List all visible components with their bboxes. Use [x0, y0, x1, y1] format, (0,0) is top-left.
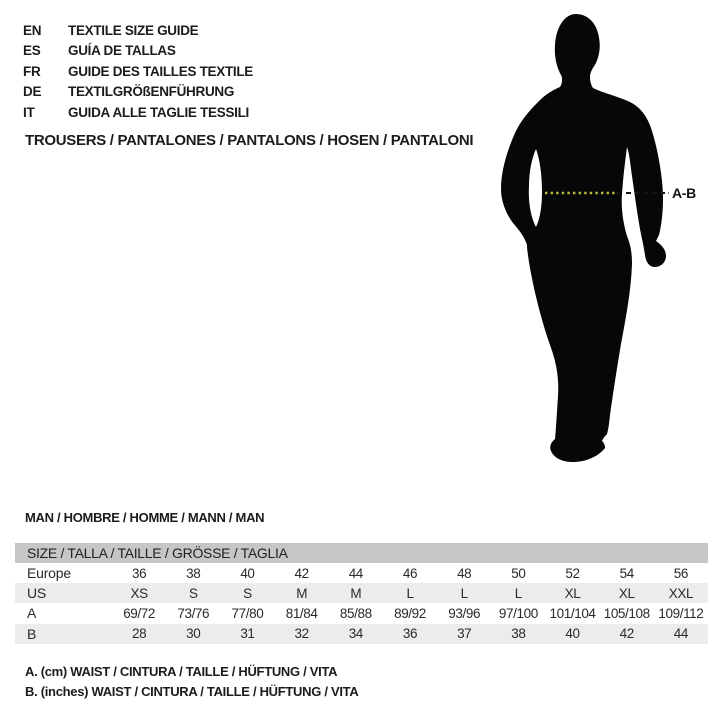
table-cell: 44: [673, 626, 689, 642]
table-cell: 89/92: [394, 605, 426, 621]
table-cell: 81/84: [285, 605, 318, 621]
table-cell: 85/88: [339, 605, 372, 621]
table-cell: 36: [402, 626, 418, 642]
table-cell: 44: [348, 565, 363, 581]
measure-label-ab: A-B: [672, 185, 696, 201]
table-cell: XL: [564, 585, 581, 601]
table-cell: M: [296, 585, 308, 601]
table-cell: 73/76: [177, 605, 210, 621]
table-cell: 42: [294, 565, 309, 581]
table-cell: 30: [186, 626, 201, 642]
table-cell: 38: [186, 565, 201, 581]
table-cell: 105/108: [603, 605, 650, 621]
table-cell: 56: [673, 565, 689, 581]
language-code: ES: [23, 43, 41, 59]
gender-section-label: MAN / HOMBRE / HOMME / MANN / MAN: [25, 510, 265, 525]
note-b-inches: B. (inches) WAIST / CINTURA / TAILLE / HÜFTUNG / VITA: [25, 683, 359, 699]
table-cell: L: [460, 585, 468, 601]
language-title: TEXTILGRÖßENFÜHRUNG: [68, 84, 235, 100]
table-cell: XXL: [668, 585, 694, 601]
table-cell: 36: [131, 565, 147, 581]
table-cell: 38: [511, 626, 526, 642]
language-row-en: [23, 20, 253, 41]
language-code: FR: [23, 63, 41, 79]
language-code: DE: [23, 84, 42, 100]
row-label: US: [27, 585, 47, 602]
man-silhouette: [501, 14, 666, 462]
language-code: EN: [23, 22, 42, 38]
table-cell: 40: [565, 626, 580, 642]
row-label: Europe: [27, 565, 71, 582]
language-title: TEXTILE SIZE GUIDE: [68, 22, 199, 38]
table-cell: M: [350, 585, 362, 601]
table-cell: 52: [565, 565, 580, 581]
table-cell: 54: [619, 565, 634, 581]
table-cell: 48: [457, 565, 472, 581]
table-row-a-cm: [15, 603, 708, 623]
category-title: TROUSERS / PANTALONES / PANTALONS / HOSEN / PANTALONI: [25, 132, 474, 149]
language-title-block: [23, 20, 253, 123]
table-cell: 101/104: [549, 605, 596, 621]
table-cell: 28: [131, 626, 147, 642]
language-code: IT: [23, 104, 35, 120]
table-cell: 40: [240, 565, 255, 581]
table-cell: 42: [619, 626, 634, 642]
language-row-fr: [23, 61, 253, 82]
table-cell: XS: [130, 585, 148, 601]
table-row-europe: [15, 563, 708, 583]
size-table-header: SIZE / TALLA / TAILLE / GRÖSSE / TAGLIA: [15, 543, 708, 563]
table-cell: L: [406, 585, 414, 601]
table-cell: 34: [348, 626, 363, 642]
table-cell: 50: [511, 565, 526, 581]
table-row-us: [15, 583, 708, 603]
language-row-de: [23, 82, 253, 103]
table-cell: 32: [294, 626, 309, 642]
note-a-cm: A. (cm) WAIST / CINTURA / TAILLE / HÜFTUNG / VITA: [25, 664, 338, 679]
table-cell: 37: [457, 626, 472, 642]
row-label: B: [27, 625, 37, 642]
table-cell: 77/80: [231, 605, 264, 621]
size-table: [15, 543, 708, 644]
table-row-b-inches: [15, 624, 708, 644]
table-cell: 46: [402, 565, 418, 581]
table-cell: 109/112: [658, 605, 704, 621]
language-row-it: [23, 102, 253, 123]
table-cell: 69/72: [123, 605, 155, 621]
table-cell: S: [188, 585, 198, 601]
language-title: GUIDE DES TAILLES TEXTILE: [68, 63, 254, 79]
table-cell: XL: [618, 585, 635, 601]
table-cell: 93/96: [448, 605, 481, 621]
measurement-notes: [25, 662, 358, 701]
row-label: A: [27, 605, 37, 622]
language-row-es: [23, 41, 253, 62]
language-title: GUIDA ALLE TAGLIE TESSILI: [68, 104, 249, 120]
table-cell: 31: [240, 626, 255, 642]
table-cell: 97/100: [498, 605, 538, 621]
table-cell: S: [243, 585, 252, 601]
table-cell: L: [514, 585, 522, 601]
language-title: GUÍA DE TALLAS: [68, 43, 176, 59]
